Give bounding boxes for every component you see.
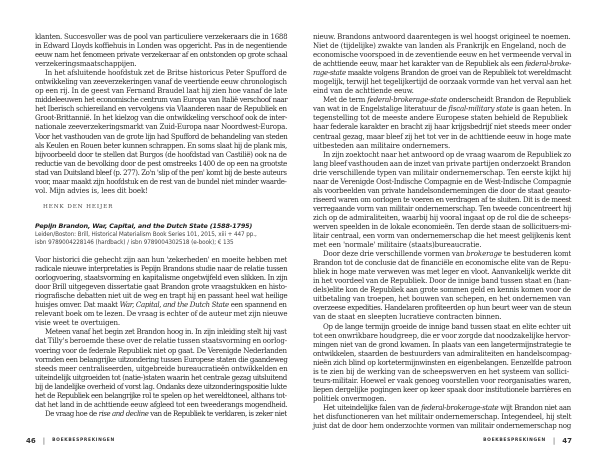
text-line: door Brill uitgegeven dissertatie gaat Brandon grote vraagstukken en histo- [35, 282, 287, 292]
text-line: vol. Mijn advies is, lees dit boek! [35, 185, 148, 195]
text-line: riografische debatten niet uit de weg en trapt hij en passant heel wat heilige [35, 291, 288, 301]
text-line: als Keulen en Rouen beter kunnen schrappen. En soms slaat hij de plank mis, [35, 140, 287, 150]
text-line: drie verschillende typen van militair ondernemerschap. Ten eerste kijkt hij [313, 167, 571, 177]
text-line: van de staat en sleepten lucratieve contracten binnen. [313, 312, 502, 322]
page-number: 47 [562, 437, 572, 445]
text-line: visie weet te overtuigen. [35, 318, 121, 328]
text-line: overzeese expedities. Handelaren profiteerden op hun beurt weer van de steun [313, 303, 572, 313]
text-line: het Iberisch schiereiland en vervolgens via Vlaanderen naar de Republiek en [35, 104, 287, 114]
text-line: haar federale karakter en bracht zij haar krijgsbedrijf niet steeds meer onder [313, 122, 572, 132]
text-line: huisjes omver. Dat maakt War, Capital, and the Dutch State een spannend en [35, 300, 287, 310]
text-line: in Edward Lloyds koffiehuis in Londen was opgericht. Pas in de negentiende [35, 41, 287, 51]
text-line: radicale nieuwe interpretaties is Pepijn Brandons studie naar de relatie tussen [35, 264, 288, 274]
review-2-text [35, 255, 287, 418]
text-line: het disfunctioneren van het militair ondernemerschap. Integendeel, hij stelt [313, 411, 572, 421]
book-publisher: Leiden/Boston: Brill, Historical Materialism Book Series 101, 2015, xiii + 447 pp., [35, 231, 257, 238]
text-line: uiteindelijk uitgroeiden tot (natie-)staten waarin het centrale gezag uitsluitend [35, 372, 287, 382]
text-line: voering voor de federale Republiek niet op gaat. De Verenigde Nederlanden [35, 345, 287, 355]
text-line: In zijn zoektocht naar het antwoord op de vraag waarom de Republiek zo [323, 149, 572, 159]
text-line: middeleeuwen het economische centrum van Europa van Italië verschoof naar [35, 95, 288, 105]
text-line: zich op de admiraliteiten, waarbij hij vooral ingaat op de rol die de scheeps- [313, 212, 571, 222]
footer-divider: | [42, 437, 46, 445]
running-head: BOEKBESPREKINGEN [483, 438, 546, 443]
text-line: nieuw. Brandons antwoord daarentegen is wel hoogst origineel te noemen. [313, 32, 571, 41]
text-line: eind van de achttiende eeuw. [313, 86, 414, 96]
text-line: oorlogvoering, staatsvorming en kapitalisme ongetwijfeld even slikken. In zijn [35, 273, 288, 283]
text-line: steeds meer centraliseerden, uitgebreide bureaucratieën ontwikkelden en [35, 363, 288, 373]
text-line: vormden een belangrijke uitzondering tussen Europese staten die gaandeweg [35, 354, 288, 364]
text-line: het de Republiek een belangrijke rol te spelen op het wereldtoneel, althans tot- [35, 390, 287, 400]
text-line: dat Tilly's beroemde these over de relatie tussen staatsvorming en oorlog- [35, 336, 288, 346]
text-line: economische voorspoed in de zeventiende eeuw en het vermeende verval in [313, 50, 572, 60]
text-line: bijvoorbeeld door te stellen dat Burgos (de hoofdstad van Castilië) ook na de [35, 149, 287, 159]
text-line: lang bleef vasthouden aan de inzet van private partijen onderzoekt Brandon [313, 158, 571, 168]
text-line: teurs-militair. Hoewel er vaak genoeg voorstellen voor reorganisaties waren, [313, 375, 572, 385]
text-line: voor, maar maakt zijn hoofdstuk en de rest van de bundel niet minder waarde- [35, 176, 287, 186]
text-line: mogelijk, terwijl het tegelijkertijd de oorzaak vormde van het verval aan het [313, 77, 572, 87]
text-line: de achttiende eeuw, maar het karakter van de Republiek als een federal-broke- [313, 59, 572, 69]
text-line: Voor historici die gehecht zijn aan hun 'zekerheden' en moeite hebben met [35, 255, 288, 265]
text-line: uitbesteden aan militaire ondernemers. [313, 140, 451, 150]
text-line: Voor het vasthouden van de grote lijn had Spufford de behandeling van steden [35, 131, 288, 141]
text-line: op een rij. In de geest van Fernand Braudel laat hij zien hoe vanaf de late [35, 86, 288, 96]
text-line: met een 'normale' militaire (staats)bureaucratie. [313, 240, 482, 250]
text-line: tegenstelling tot de meeste andere Europese staten behield de Republiek [313, 113, 568, 123]
text-line: dels)elite kon de Republiek aan grote sommen geld en kennis komen voor de [313, 285, 571, 295]
text-line: ontwikkeling van zeeverzekeringen vanaf de veertiende eeuw chronologisch [35, 77, 287, 87]
text-line: dat het land in de achttiende eeuw afgleed tot een tweederangs mogendheid. [35, 399, 288, 409]
text-line: verzekeringsmaatschappijen. [35, 59, 137, 69]
text-line: Brandon tot de conclusie dat de financiële en economische elite van de Repu- [313, 258, 571, 268]
text-line: in het voordeel van de Republiek. Door de innige band tussen staat en (han- [313, 276, 572, 286]
text-line: Door deze drie verschillende vormen van brokerage te bestuderen komt [323, 249, 572, 259]
left-column [35, 32, 287, 418]
page-number: 46 [26, 437, 36, 445]
text-line: politiek onvermogen. [313, 393, 387, 403]
text-line: nationale zeeverzekeringsmarkt van Zuid-Europa naar Noordwest-Europa. [35, 122, 288, 132]
text-line: Meteen vanaf het begin zet Brandon hoog in. In zijn inleiding stelt hij vast [45, 327, 287, 337]
text-line: ontwikkelen, staarden de bestuurders van admiraliteiten en handelscompag- [313, 348, 572, 358]
text-line: Niet de (tijdelijke) zwakte van landen als Frankrijk en Engeland, noch de [313, 41, 566, 51]
right-page [300, 0, 600, 455]
reviewer-signature: HENK DEN HEIJER [43, 203, 114, 210]
text-line: Op de lange termijn groeide de innige band tussen staat en elite echter uit [323, 321, 571, 331]
text-line: tot een onwrikbare houdgreep, die er voor zorgde dat noodzakelijke hervor- [313, 330, 571, 340]
text-line: liepen dergelijke pogingen keer op keer spaak door institutionele barrières en [313, 384, 572, 394]
left-footer [26, 436, 115, 446]
text-line: In het afsluitende hoofdstuk zet de Britse historicus Peter Spufford de [45, 68, 287, 78]
text-line: als voorbeelden van private handelsondernemingen die door de staat geauto- [313, 185, 572, 195]
text-line: Met de term federal-brokerage-state onderscheidt Brandon de Republiek [323, 95, 571, 105]
book-isbn: isbn 9789004228146 (hardback) / isbn 9789004302518 (e-book); € 135 [35, 240, 234, 247]
text-line: juist dat de door hem onderzochte vormen van militair ondernemerschap nog [313, 421, 571, 431]
text-line: bliek in hoge mate verweven was met leger en vloot. Aanvankelijk werkte dit [313, 267, 571, 277]
text-line: van wat in de Engelstalige literatuur de fiscal-military state is gaan heten. In [313, 104, 571, 114]
text-line: nieën zich blind op kortetermijnwinsten en eigenbelangen. Eenzelfde patroon [313, 357, 572, 367]
running-head: BOEKBESPREKINGEN [52, 438, 115, 443]
text-line: litair centraal, een vorm van ondernemerschap die het meest gelijkenis kent [313, 231, 571, 241]
text-line: riseerd waren om oorlogen te voeren en verdragen af te sluiten. Dit is de meest [313, 194, 572, 204]
right-column [313, 32, 571, 430]
review-1-text [35, 32, 287, 195]
text-line: reductie van de bevolking door de pest omstreeks 1400 de op een na grootste [35, 158, 287, 168]
text-line: Groot-Brittannië. In het kielzog van die ontwikkeling verschoof ook de inter- [35, 113, 288, 123]
text-line: mingen niet van de grond kwamen. In plaats van een langetermijnstrategie te [313, 339, 572, 349]
text-line: naar de Verenigde Oost-Indische Compagnie en de West-Indische Compagnie [313, 176, 572, 186]
text-line: centraal gezag, maar bleef zij het tot ver in de achttiende eeuw in hoge mate [313, 131, 571, 141]
text-line: klanten. Succesvoller was de pool van particuliere verzekeraars die in 1688 [35, 32, 288, 41]
book-title: Pepijn Brandon, War, Capital, and the Dutch State (1588-1795) [35, 221, 253, 230]
text-line: uitbetaling van troepen, het bouwen van schepen, en het ondernemen van [313, 294, 571, 304]
footer-divider: | [552, 437, 556, 445]
text-line: relevant boek om te lezen. De vraag is echter of de auteur met zijn nieuwe [35, 309, 288, 319]
review-2-continued-text [313, 32, 571, 430]
text-line: bij de landelijke overheid of vorst lag. Ondanks deze uitzonderingspositie lukte [35, 381, 287, 391]
right-footer [483, 436, 572, 446]
text-line: is te zien bij de werking van de scheepswerven en het systeem van sollici- [313, 366, 570, 376]
text-line: stad van Duitsland bleef (p. 277). Zo'n 'slip of the pen' komt bij de beste auteurs [35, 167, 287, 177]
text-line: verregaande vorm van militair ondernemerschap. Ten tweede concentreert hij [313, 203, 571, 213]
text-line: werven speelden in de lokale economieën. Ten derde staan de sollicituers-mi- [313, 221, 572, 231]
text-line: eeuw nam het fenomeen private verzekeraar af en ontstonden op grote schaal [35, 50, 288, 60]
text-line: rage-state maakte volgens Brandon de groei van de Republiek tot wereldmacht [313, 68, 572, 78]
text-line: Het uiteindelijke falen van de federal-brokerage-state wijt Brandon niet aan [323, 402, 571, 412]
text-line: De vraag hoe de rise and decline van de Republiek te verklaren, is zeker niet [45, 408, 287, 418]
